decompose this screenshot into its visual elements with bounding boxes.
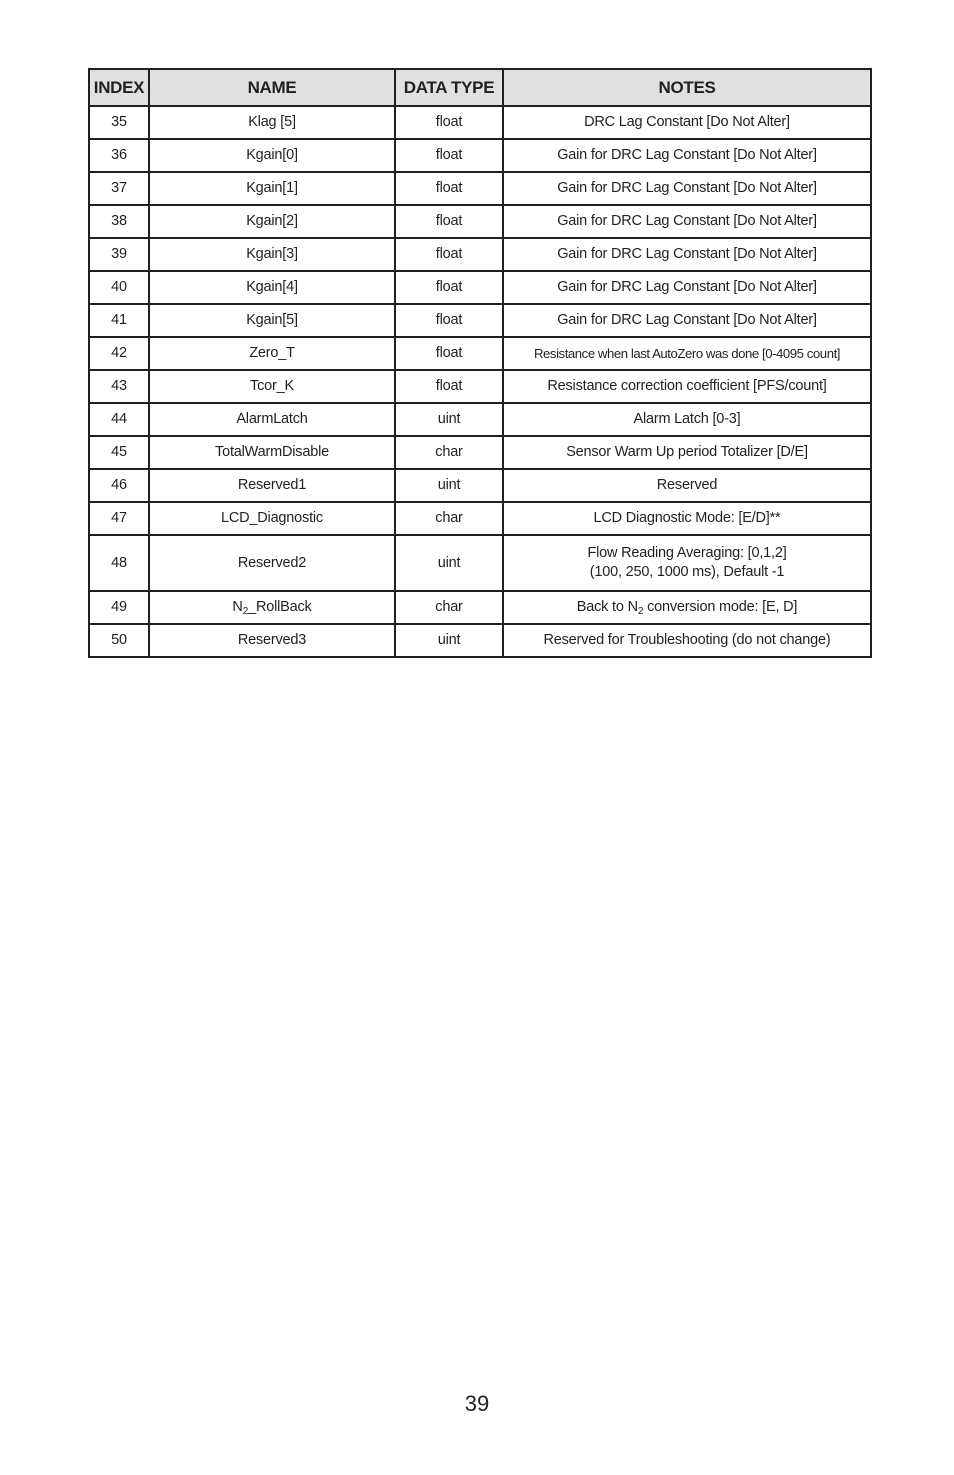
cell-data-type: float <box>395 205 503 238</box>
table-row <box>89 304 871 337</box>
cell-data-type: uint <box>395 403 503 436</box>
cell-notes <box>503 591 871 624</box>
cell-index: 45 <box>89 436 149 469</box>
table-row <box>89 139 871 172</box>
table-row <box>89 624 871 657</box>
cell-notes: LCD Diagnostic Mode: [E/D]** <box>503 502 871 535</box>
cell-data-type: float <box>395 271 503 304</box>
header-name: NAME <box>149 69 395 106</box>
cell-name: Zero_T <box>149 337 395 370</box>
cell-data-type: float <box>395 337 503 370</box>
cell-notes: Gain for DRC Lag Constant [Do Not Alter] <box>503 304 871 337</box>
cell-notes: Sensor Warm Up period Totalizer [D/E] <box>503 436 871 469</box>
cell-name: Tcor_K <box>149 370 395 403</box>
table-row <box>89 535 871 591</box>
cell-index: 38 <box>89 205 149 238</box>
cell-index: 40 <box>89 271 149 304</box>
cell-name: Kgain[2] <box>149 205 395 238</box>
cell-data-type: char <box>395 436 503 469</box>
cell-name: Kgain[1] <box>149 172 395 205</box>
cell-name: Reserved2 <box>149 535 395 591</box>
cell-data-type: uint <box>395 469 503 502</box>
name-prefix: N <box>232 599 243 615</box>
table-row <box>89 106 871 139</box>
cell-index: 39 <box>89 238 149 271</box>
table-row <box>89 469 871 502</box>
cell-notes: Resistance when last AutoZero was done [0-4095 count] <box>503 337 871 370</box>
name-subscript: 2 <box>242 606 249 617</box>
parameter-table <box>88 68 872 658</box>
notes-subscript: 2 <box>637 606 644 617</box>
cell-notes: Alarm Latch [0-3] <box>503 403 871 436</box>
cell-name: LCD_Diagnostic <box>149 502 395 535</box>
cell-name: Reserved1 <box>149 469 395 502</box>
cell-name: Kgain[5] <box>149 304 395 337</box>
cell-index: 47 <box>89 502 149 535</box>
cell-notes: Reserved for Troubleshooting (do not change) <box>503 624 871 657</box>
cell-index: 36 <box>89 139 149 172</box>
cell-data-type: float <box>395 106 503 139</box>
cell-data-type: uint <box>395 535 503 591</box>
cell-name: Kgain[3] <box>149 238 395 271</box>
cell-notes: Gain for DRC Lag Constant [Do Not Alter] <box>503 271 871 304</box>
notes-line-2: (100, 250, 1000 ms), Default -1 <box>589 564 785 580</box>
cell-index: 44 <box>89 403 149 436</box>
cell-data-type: char <box>395 502 503 535</box>
cell-name: Kgain[4] <box>149 271 395 304</box>
cell-name: TotalWarmDisable <box>149 436 395 469</box>
cell-notes: DRC Lag Constant [Do Not Alter] <box>503 106 871 139</box>
table-row <box>89 271 871 304</box>
cell-name: Kgain[0] <box>149 139 395 172</box>
cell-notes: Reserved <box>503 469 871 502</box>
notes-prefix: Back to N <box>576 599 638 615</box>
table-header-row <box>89 69 871 106</box>
cell-index: 48 <box>89 535 149 591</box>
cell-notes: Gain for DRC Lag Constant [Do Not Alter] <box>503 172 871 205</box>
table-row <box>89 591 871 624</box>
cell-name: Reserved3 <box>149 624 395 657</box>
cell-index: 35 <box>89 106 149 139</box>
table-row <box>89 238 871 271</box>
notes-suffix: conversion mode: [E, D] <box>643 599 798 615</box>
cell-name <box>149 591 395 624</box>
notes-line-1: Flow Reading Averaging: [0,1,2] <box>587 545 787 561</box>
cell-data-type: float <box>395 370 503 403</box>
cell-index: 37 <box>89 172 149 205</box>
cell-index: 41 <box>89 304 149 337</box>
cell-data-type: float <box>395 238 503 271</box>
cell-notes: Resistance correction coefficient [PFS/count] <box>503 370 871 403</box>
cell-index: 50 <box>89 624 149 657</box>
page-number: 39 <box>464 1391 490 1416</box>
table-row <box>89 172 871 205</box>
cell-data-type: char <box>395 591 503 624</box>
cell-name: Klag [5] <box>149 106 395 139</box>
cell-data-type: float <box>395 172 503 205</box>
table-row <box>89 502 871 535</box>
cell-name: AlarmLatch <box>149 403 395 436</box>
cell-index: 46 <box>89 469 149 502</box>
table-row <box>89 436 871 469</box>
header-index: INDEX <box>89 69 149 106</box>
cell-notes <box>503 535 871 591</box>
cell-data-type: uint <box>395 624 503 657</box>
cell-data-type: float <box>395 304 503 337</box>
header-notes: NOTES <box>503 69 871 106</box>
cell-notes: Gain for DRC Lag Constant [Do Not Alter] <box>503 205 871 238</box>
table-row <box>89 370 871 403</box>
table-row <box>89 205 871 238</box>
cell-notes: Gain for DRC Lag Constant [Do Not Alter] <box>503 238 871 271</box>
header-data-type: DATA TYPE <box>395 69 503 106</box>
cell-data-type: float <box>395 139 503 172</box>
name-suffix: _RollBack <box>248 599 312 615</box>
table-row <box>89 337 871 370</box>
cell-index: 49 <box>89 591 149 624</box>
cell-notes: Gain for DRC Lag Constant [Do Not Alter] <box>503 139 871 172</box>
cell-index: 42 <box>89 337 149 370</box>
cell-index: 43 <box>89 370 149 403</box>
table-row <box>89 403 871 436</box>
